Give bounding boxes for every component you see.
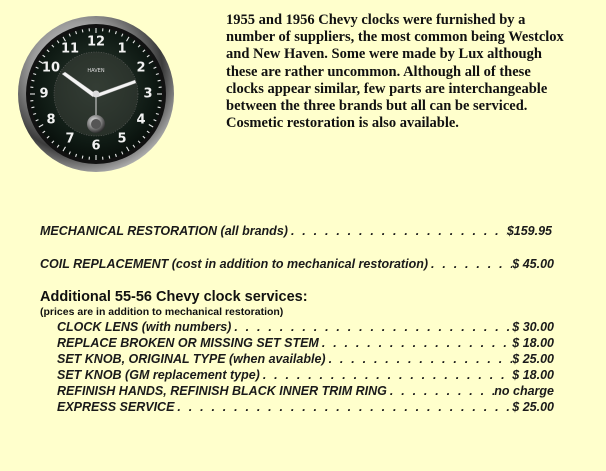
clock-numeral: 5: [117, 131, 127, 147]
dot-leader: [174, 400, 512, 415]
service-label: REPLACE BROKEN OR MISSING SET STEM: [57, 336, 319, 350]
price-amount: $159.95: [506, 224, 552, 238]
clock-numeral: 6: [91, 138, 101, 154]
service-line-refinish: [57, 384, 554, 399]
price-amount: $ 45.00: [512, 257, 554, 271]
dot-leader: [288, 224, 507, 239]
intro-paragraph: 1955 and 1956 Chevy clocks were furnished by a number of suppliers, the most common being Westclox and New Haven. Some were made by Lux although these are rather uncommon. Although all of these clocks appear similar, few parts are interchangeable between the three brands but all can be serviced. Cosmetic restoration is also available.: [226, 12, 564, 132]
clock-numeral: 12: [86, 34, 106, 50]
service-line-set-stem: [57, 336, 554, 351]
clock-tick: [82, 29, 83, 32]
clock-tick: [158, 107, 161, 108]
service-line-set-knob-original: [57, 352, 554, 367]
clock-image: [16, 14, 176, 174]
clock-numeral: 10: [41, 60, 61, 76]
clock-tick: [109, 29, 110, 32]
service-label: SET KNOB (GM replacement type): [57, 368, 260, 382]
service-label: EXPRESS SERVICE: [57, 400, 175, 414]
clock-numeral: 1: [117, 41, 127, 57]
clock-numeral: 8: [46, 112, 56, 128]
dot-leader: [428, 257, 512, 272]
clock-tick: [31, 80, 34, 81]
service-price: no charge: [494, 384, 554, 398]
price-label: COIL REPLACEMENT (cost in addition to mechanical restoration): [40, 257, 429, 271]
service-label: REFINISH HANDS, REFINISH BLACK INNER TRIM RING: [57, 384, 387, 398]
clock-numeral: 2: [136, 60, 146, 76]
clock-tick: [31, 107, 34, 108]
services-note: (prices are in addition to mechanical restoration): [40, 306, 284, 318]
clock-numeral: 3: [143, 86, 153, 102]
service-price: $ 25.00: [512, 400, 554, 414]
service-label: SET KNOB, ORIGINAL TYPE (when available): [57, 352, 326, 366]
price-label: MECHANICAL RESTORATION (all brands): [40, 224, 288, 238]
dot-leader: [231, 320, 512, 335]
dot-leader: [319, 336, 512, 351]
clock-tick: [158, 80, 161, 81]
clock-numeral: 9: [39, 86, 49, 102]
clock-tick: [109, 156, 110, 159]
dot-leader: [260, 368, 512, 383]
service-line-clock-lens: [57, 320, 554, 335]
service-price: $ 30.00: [512, 320, 554, 334]
service-price: $ 18.00: [512, 336, 554, 350]
service-line-set-knob-gm: [57, 368, 554, 383]
clock-numeral: 11: [60, 41, 80, 57]
service-price: $ 18.00: [512, 368, 554, 382]
clock-tick: [82, 156, 83, 159]
services-heading: Additional 55-56 Chevy clock services:: [40, 289, 308, 305]
price-line-coil: [40, 257, 554, 272]
dot-leader: [387, 384, 494, 399]
service-price: $ 25.00: [512, 352, 554, 366]
service-label: CLOCK LENS (with numbers): [57, 320, 232, 334]
clock-numeral: 4: [136, 112, 146, 128]
clock-brand: HAVEN: [87, 68, 105, 74]
dot-leader: [326, 352, 513, 367]
clock-numeral: 7: [65, 131, 75, 147]
service-line-express: [57, 400, 554, 415]
price-line-mechanical: [40, 224, 552, 239]
